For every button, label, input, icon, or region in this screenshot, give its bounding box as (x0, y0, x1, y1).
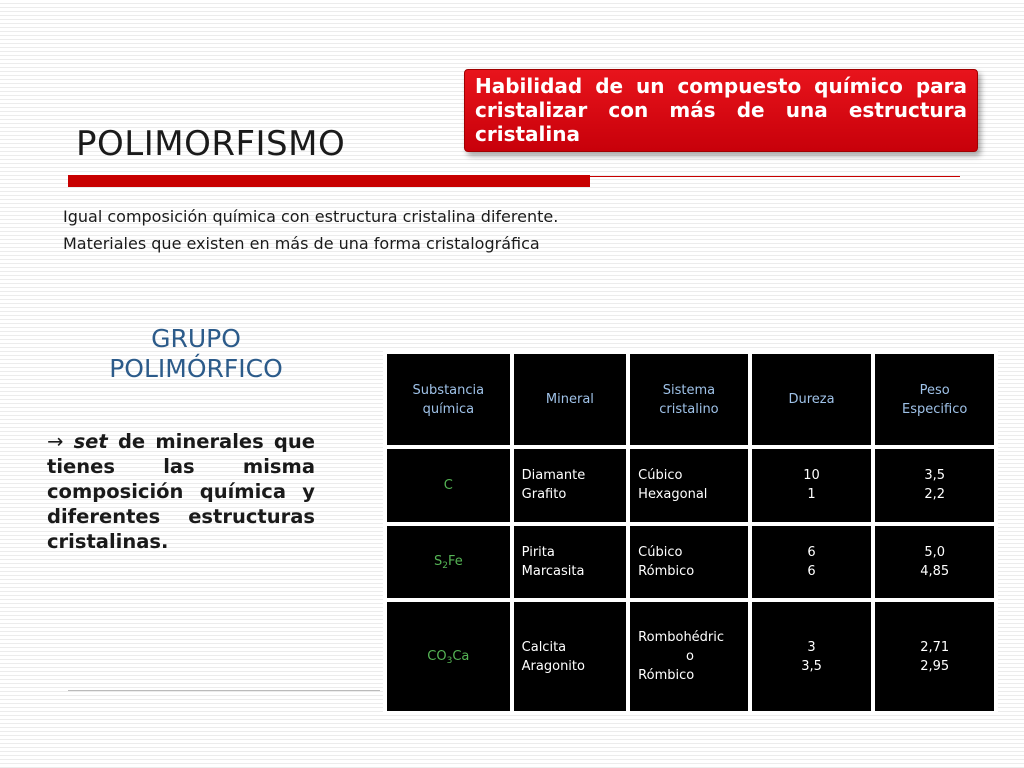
header-hardness: Dureza (752, 354, 872, 445)
system-cell: Cúbico Rómbico (630, 526, 748, 599)
intro-line-2: Materiales que existen en más de una forma cristalográfica (63, 234, 540, 253)
table-row (387, 449, 994, 522)
bottom-divider (68, 690, 380, 691)
table-header-row (387, 354, 994, 445)
set-term: set (73, 430, 108, 453)
page-title: POLIMORFISMO (76, 124, 346, 164)
callout-box (464, 69, 978, 152)
substance-cell: C (387, 449, 510, 522)
title-underline-bar (68, 175, 590, 187)
substance-cell: $CO_3Ca$ (387, 602, 510, 711)
weight-cell: 5,0 4,85 (875, 526, 994, 599)
intro-line-1: Igual composición química con estructura cristalina diferente. (63, 207, 559, 226)
hardness-cell: 10 1 (752, 449, 872, 522)
table-row (387, 602, 994, 711)
set-definition (47, 429, 315, 554)
callout-text: Habilidad de un compuesto químico para cristalizar con más de una estructura cristalina (475, 74, 967, 146)
table-row (387, 526, 994, 599)
title-underline-line (590, 176, 960, 177)
hardness-cell: 3 3,5 (752, 602, 872, 711)
polymorph-table (383, 350, 998, 715)
mineral-cell: Calcita Aragonito (514, 602, 627, 711)
header-system: Sistema cristalino (630, 354, 748, 445)
system-cell: Cúbico Hexagonal (630, 449, 748, 522)
set-definition-text: de minerales que tienes las misma composición química y diferentes estructuras cristalinas. (47, 430, 316, 553)
intro-text (63, 203, 558, 257)
mineral-cell: Diamante Grafito (514, 449, 627, 522)
header-substance: Substancia química (387, 354, 510, 445)
mineral-cell: Pirita Marcasita (514, 526, 627, 599)
weight-cell: 3,5 2,2 (875, 449, 994, 522)
grupo-line-2: POLIMÓRFICO (109, 354, 283, 383)
system-cell: Rombohédric o Rómbico (630, 602, 748, 711)
header-weight: Peso Especifico (875, 354, 994, 445)
hardness-cell: 6 6 (752, 526, 872, 599)
weight-cell: 2,71 2,95 (875, 602, 994, 711)
grupo-heading (80, 324, 312, 384)
header-mineral: Mineral (514, 354, 627, 445)
grupo-line-1: GRUPO (151, 324, 241, 353)
substance-cell: $S_2Fe$ (387, 526, 510, 599)
arrow-icon: → (47, 430, 64, 453)
